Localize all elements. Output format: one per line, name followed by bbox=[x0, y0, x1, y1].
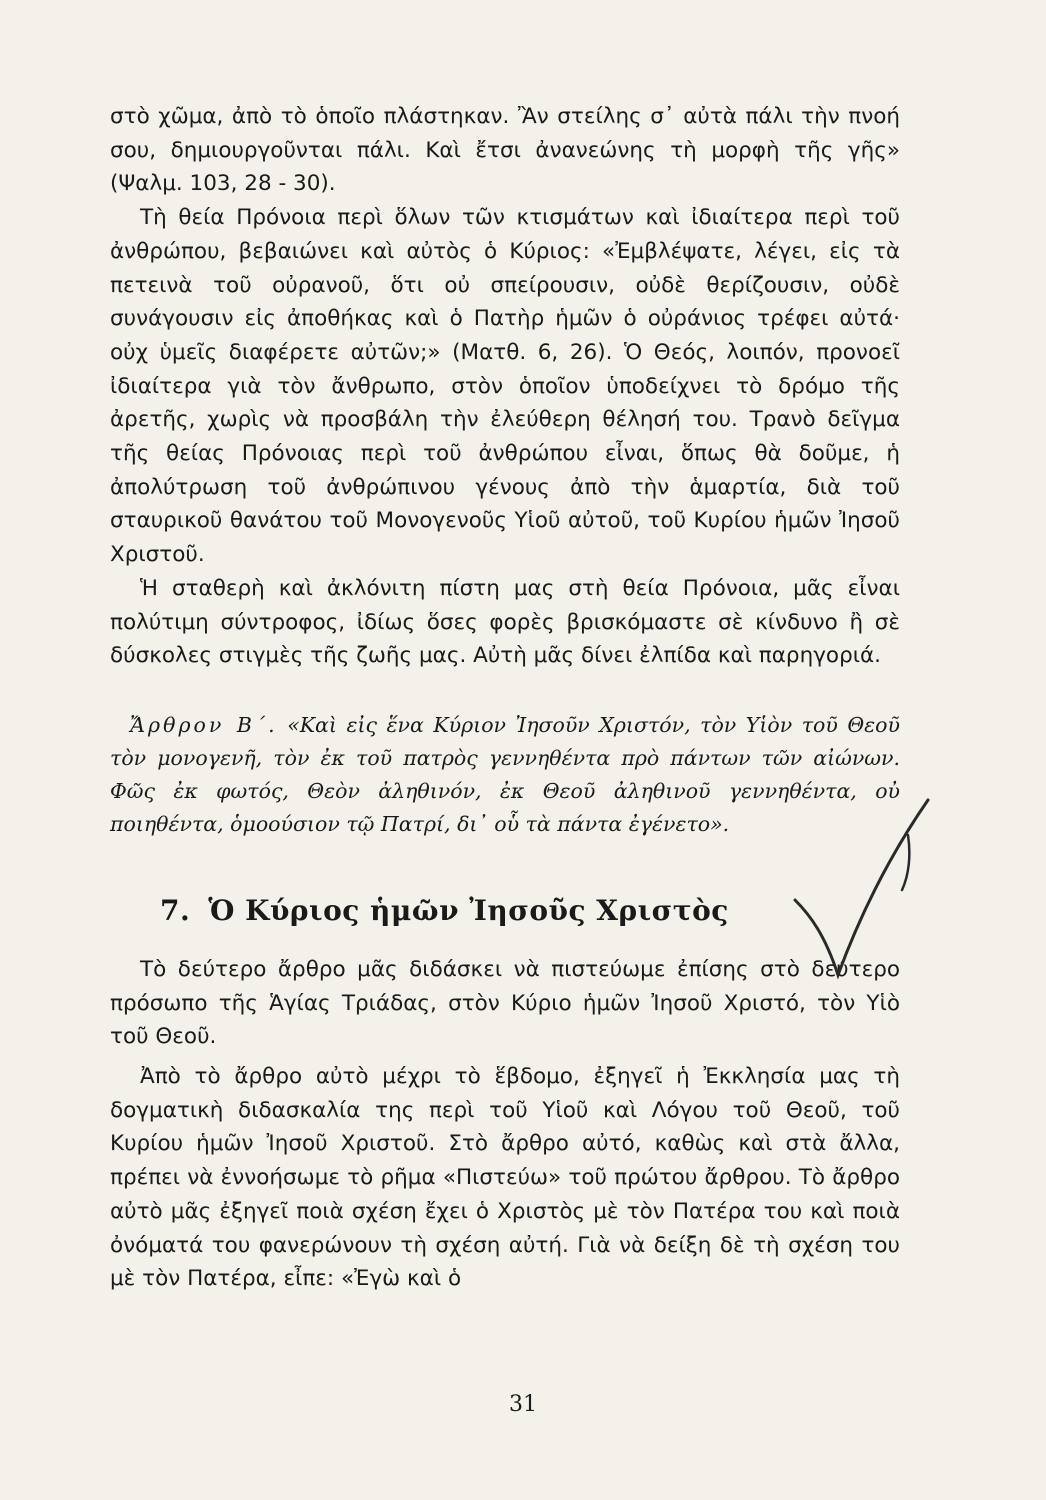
paragraph-second-article: Τὸ δεύτερο ἄρθρο μᾶς διδάσκει νὰ πιστεύωμε ἐπίσης στὸ δεύτερο πρόσωπο τῆς Ἁγίας Τριάδας, στὸν Κύριο ἡμῶν Ἰησοῦ Χριστό, τὸν Υἱὸ τοῦ Θεοῦ. bbox=[110, 956, 900, 1050]
article-label: Ἄρθρον Β΄. bbox=[130, 712, 278, 737]
page-content bbox=[110, 100, 900, 1296]
section-title: Ὁ Κύριος ἡμῶν Ἰησοῦς Χριστὸς bbox=[208, 893, 729, 927]
paragraph-faith-in-providence: Ἡ σταθερὴ καὶ ἀκλόνιτη πίστη μας στὴ θεία Πρόνοια, μᾶς εἶναι πολύτιμη σύντροφος, ἰδίως ὅσες φορὲς βρισκόμαστε σὲ κίνδυνο ἢ σὲ δύσκολες στιγμὲς τῆς ζωῆς μας. Αὐτὴ μᾶς δίνει ἐλπίδα καὶ παρηγοριά. bbox=[110, 575, 900, 669]
section-number: 7. bbox=[160, 893, 191, 927]
article-text: «Καὶ εἰς ἕνα Κύριον Ἰησοῦν Χριστόν, τὸν Υἱὸν τοῦ Θεοῦ τὸν μονογενῆ, τὸν ἐκ τοῦ πατρὸς γεννηθέντα πρὸ πάντων τῶν αἰώνων. Φῶς ἐκ φωτός, Θεὸν ἀληθινόν, ἐκ Θεοῦ ἀληθινοῦ γεννηθέντα, οὐ ποιηθέντα, ὁμοούσιον τῷ Πατρί, δι᾽ οὗ τὰ πάντα ἐγένετο». bbox=[110, 712, 900, 836]
creed-article-quote bbox=[110, 709, 900, 841]
paragraph-church-teaching: Ἀπὸ τὸ ἄρθρο αὐτὸ μέχρι τὸ ἕβδομο, ἐξηγεῖ ἡ Ἐκκλησία μας τὴ δογματικὴ διδασκαλία της περὶ τοῦ Υἱοῦ καὶ Λόγου τοῦ Θεοῦ, τοῦ Κυρίου ἡμῶν Ἰησοῦ Χριστοῦ. Στὸ ἄρθρο αὐτό, καθὼς καὶ στὰ ἄλλα, πρέπει νὰ ἐννοήσωμε τὸ ρῆμα «Πιστεύω» τοῦ πρώτου ἄρθρου. Τὸ ἄρθρο αὐτὸ μᾶς ἐξηγεῖ ποιὰ σχέση ἔχει ὁ Χριστὸς μὲ τὸν Πατέρα του καὶ ποιὰ ὀνόματά του φανερώνουν τὴ σχέση αὐτή. Γιὰ νὰ δείξη δὲ τὴ σχέση του μὲ τὸν Πατέρα, εἶπε: «Ἐγὼ καὶ ὁ bbox=[110, 1064, 900, 1292]
paragraph-divine-providence: Τὴ θεία Πρόνοια περὶ ὅλων τῶν κτισμάτων καὶ ἰδιαίτερα περὶ τοῦ ἀνθρώπου, βεβαιώνει καὶ αὐτὸς ὁ Κύριος: «Ἐμβλέψατε, λέγει, εἰς τὰ πετεινὰ τοῦ οὐρανοῦ, ὅτι οὐ σπείρουσιν, οὐδὲ θερίζουσιν, οὐδὲ συνάγουσιν εἰς ἀποθήκας καὶ ὁ Πατὴρ ἡμῶν ὁ οὐράνιος τρέφει αὐτά· οὐχ ὑμεῖς διαφέρετε αὐτῶν;» (Ματθ. 6, 26). Ὁ Θεός, λοιπόν, προνοεῖ ἰδιαίτερα γιὰ τὸν ἄνθρωπο, στὸν ὁποῖον ὑποδείχνει τὸ δρόμο τῆς ἀρετῆς, χωρὶς νὰ προσβάλη τὴν ἐλεύθερη θέλησή του. Τρανὸ δεῖγμα τῆς θείας Πρόνοιας περὶ τοῦ ἀνθρώπου εἶναι, ὅπως θὰ δοῦμε, ἡ ἀπολύτρωση τοῦ ἀνθρώπινου γένους ἀπὸ τὴν ἁμαρτία, διὰ τοῦ σταυρικοῦ θανάτου τοῦ Μονογενοῦς Υἱοῦ αὐτοῦ, τοῦ Κυρίου ἡμῶν Ἰησοῦ Χριστοῦ. bbox=[110, 205, 900, 568]
paragraph-psalm-ending: στὸ χῶμα, ἀπὸ τὸ ὁποῖο πλάστηκαν. Ἂν στείλης σ᾽ αὐτὰ πάλι τὴν πνοή σου, δημιουργοῦνται πάλι. Καὶ ἔτσι ἀνανεώνης τὴ μορφὴ τῆς γῆς» (Ψαλμ. 103, 28 - 30). bbox=[110, 104, 900, 197]
section-heading bbox=[110, 891, 900, 953]
page-number: 31 bbox=[509, 1392, 537, 1417]
handwritten-checkmark-icon bbox=[790, 795, 940, 985]
